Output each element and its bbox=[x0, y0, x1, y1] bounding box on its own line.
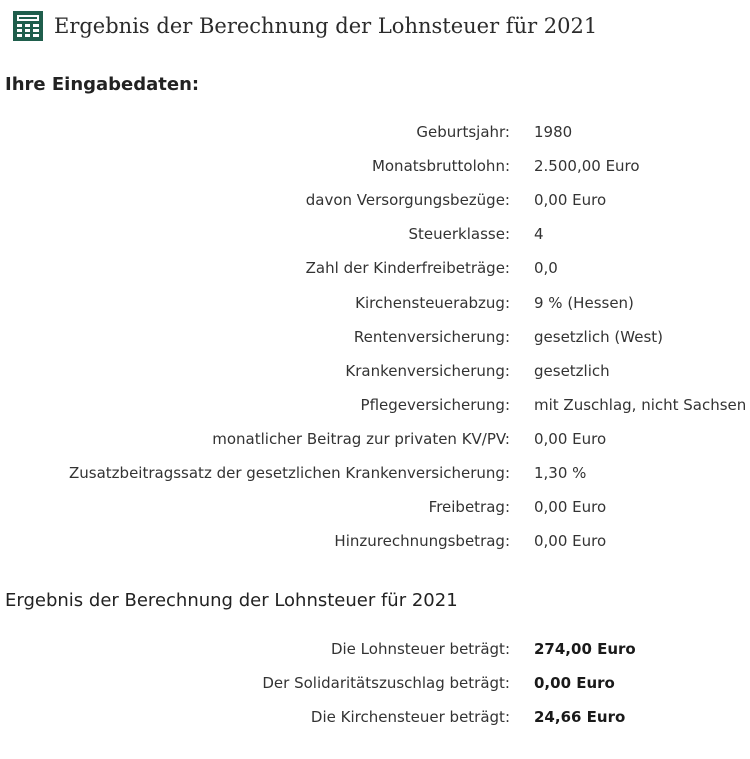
table-row bbox=[0, 700, 636, 734]
table-row bbox=[0, 388, 746, 422]
table-row bbox=[0, 524, 746, 558]
table-row bbox=[0, 490, 746, 524]
input-data-table bbox=[0, 115, 746, 558]
table-row bbox=[0, 666, 636, 700]
result-value: 0,00 Euro bbox=[534, 674, 615, 693]
row-label: Pflegeversicherung: bbox=[360, 395, 510, 414]
row-value: gesetzlich bbox=[534, 361, 610, 380]
result-value: 274,00 Euro bbox=[534, 640, 636, 659]
result-section-title: Ergebnis der Berechnung der Lohnsteuer für 2021 bbox=[5, 590, 458, 611]
calculator-icon bbox=[12, 10, 44, 42]
row-label: Kirchensteuerabzug: bbox=[355, 293, 510, 312]
row-label: Krankenversicherung: bbox=[345, 361, 510, 380]
result-label: Der Solidaritätszuschlag beträgt: bbox=[262, 674, 510, 693]
row-label: Freibetrag: bbox=[428, 498, 510, 517]
table-row bbox=[0, 115, 746, 149]
row-label: Geburtsjahr: bbox=[416, 123, 510, 142]
row-value: 0,00 Euro bbox=[534, 532, 607, 551]
table-row bbox=[0, 456, 746, 490]
row-value: 0,00 Euro bbox=[534, 498, 607, 517]
row-value: 1,30 % bbox=[534, 463, 587, 482]
row-label: monatlicher Beitrag zur privaten KV/PV: bbox=[212, 429, 510, 448]
table-row bbox=[0, 183, 746, 217]
table-row bbox=[0, 149, 746, 183]
table-row bbox=[0, 422, 746, 456]
row-value: 0,00 Euro bbox=[534, 429, 607, 448]
input-section-title: Ihre Eingabedaten: bbox=[5, 74, 200, 95]
table-row bbox=[0, 632, 636, 666]
row-value: 9 % (Hessen) bbox=[534, 293, 634, 312]
table-row bbox=[0, 251, 746, 285]
row-value: 2.500,00 Euro bbox=[534, 157, 640, 176]
result-label: Die Kirchensteuer beträgt: bbox=[310, 708, 510, 727]
row-value: 4 bbox=[534, 225, 544, 244]
table-row bbox=[0, 285, 746, 319]
row-value: 0,00 Euro bbox=[534, 191, 607, 210]
table-row bbox=[0, 354, 746, 388]
table-row bbox=[0, 217, 746, 251]
table-row bbox=[0, 320, 746, 354]
row-value: mit Zuschlag, nicht Sachsen bbox=[534, 395, 747, 414]
row-label: davon Versorgungsbezüge: bbox=[305, 191, 510, 210]
row-label: Zahl der Kinderfreibeträge: bbox=[305, 259, 510, 278]
result-value: 24,66 Euro bbox=[534, 708, 626, 727]
page-header bbox=[12, 9, 597, 43]
row-value: 1980 bbox=[534, 123, 573, 142]
row-label: Monatsbruttolohn: bbox=[371, 157, 510, 176]
result-data-table bbox=[0, 632, 636, 734]
row-label: Zusatzbeitragssatz der gesetzlichen Krankenversicherung: bbox=[69, 463, 510, 482]
result-label: Die Lohnsteuer beträgt: bbox=[330, 640, 510, 659]
row-label: Rentenversicherung: bbox=[353, 327, 510, 346]
row-label: Hinzurechnungsbetrag: bbox=[334, 532, 510, 551]
row-label: Steuerklasse: bbox=[408, 225, 510, 244]
page-title: Ergebnis der Berechnung der Lohnsteuer für 2021 bbox=[54, 14, 598, 38]
row-value: 0,0 bbox=[534, 259, 558, 278]
row-value: gesetzlich (West) bbox=[534, 327, 663, 346]
